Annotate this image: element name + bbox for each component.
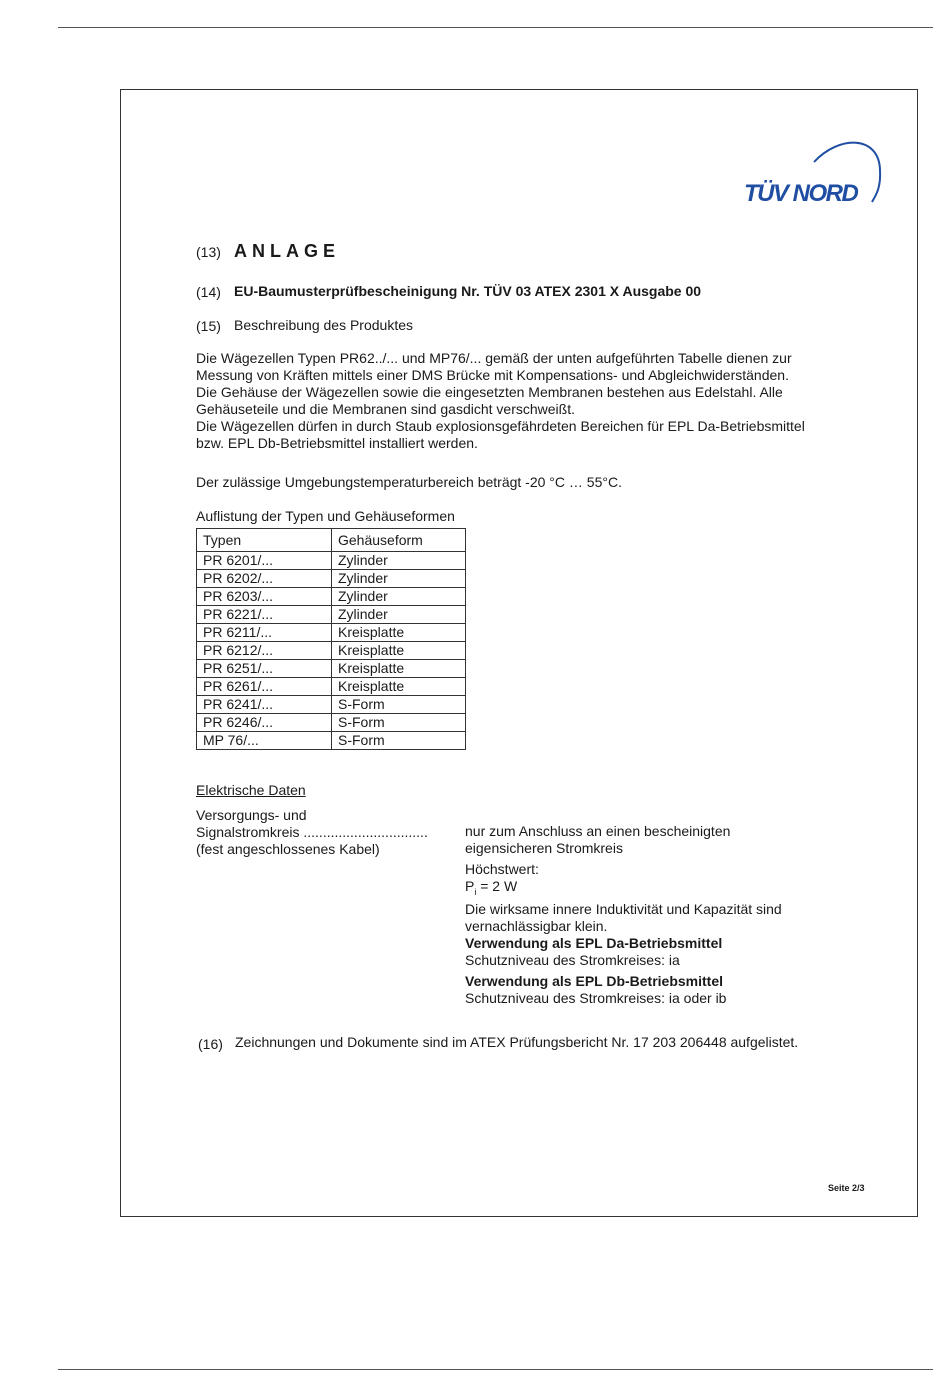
- type-cell: PR 6251/...: [197, 660, 332, 678]
- type-cell: PR 6211/...: [197, 624, 332, 642]
- max-value-label: Höchstwert:: [465, 861, 539, 877]
- table-row: [197, 714, 466, 732]
- certificate-page: [120, 89, 918, 1217]
- table-row: [197, 624, 466, 642]
- connection-requirement: eigensicheren Stromkreis: [465, 840, 623, 856]
- types-table: [196, 528, 466, 750]
- electrical-heading: Elektrische Daten: [196, 782, 306, 798]
- power-value: [465, 878, 782, 901]
- table-row: [197, 570, 466, 588]
- electrical-left-column: [196, 807, 428, 858]
- section-14-title: EU-Baumusterprüfbescheinigung Nr. TÜV 03 ATEX 2301 X Ausgabe 00: [234, 283, 702, 299]
- power-symbol: P: [465, 878, 475, 894]
- table-row: [197, 660, 466, 678]
- description-line: Die Wägezellen Typen PR62../... und MP76/... gemäß der unten aufgeführten Tabelle dienen zur: [196, 350, 792, 366]
- housing-cell: Zylinder: [332, 588, 466, 606]
- power-subscript: i: [474, 886, 477, 897]
- housing-cell: Kreisplatte: [332, 642, 466, 660]
- table-row: [197, 732, 466, 750]
- section-16-text: Zeichnungen und Dokumente sind im ATEX Prüfungsbericht Nr. 17 203 206448 aufgelistet.: [235, 1034, 799, 1050]
- housing-cell: S-Form: [332, 696, 466, 714]
- table-row: [197, 552, 466, 570]
- type-cell: PR 6246/...: [197, 714, 332, 732]
- housing-cell: Kreisplatte: [332, 660, 466, 678]
- section-13-title: ANLAGE: [234, 241, 340, 261]
- table-row: [197, 588, 466, 606]
- description-line: Die Gehäuse der Wägezellen sowie die eingesetzten Membranen bestehen aus Edelstahl. Alle: [196, 384, 783, 400]
- housing-cell: S-Form: [332, 714, 466, 732]
- type-cell: PR 6241/...: [197, 696, 332, 714]
- section-15-number: (15): [196, 318, 221, 334]
- table-row: [197, 642, 466, 660]
- tuv-nord-logo: [744, 140, 884, 210]
- electrical-left-line: Signalstromkreis ................................: [196, 824, 428, 840]
- housing-cell: Zylinder: [332, 570, 466, 588]
- housing-cell: Zylinder: [332, 606, 466, 624]
- epl-da-title: Verwendung als EPL Da-Betriebsmittel: [465, 934, 723, 951]
- epl-da-protection: Schutzniveau des Stromkreises: ia: [465, 951, 680, 968]
- type-cell: MP 76/...: [197, 732, 332, 750]
- type-cell: PR 6261/...: [197, 678, 332, 696]
- description-line: Gehäuseteile und die Membranen sind gasdicht verschweißt.: [196, 401, 575, 417]
- description-line: bzw. EPL Db-Betriebsmittel installiert werden.: [196, 435, 478, 451]
- connection-requirement: nur zum Anschluss an einen bescheinigten: [465, 823, 731, 839]
- electrical-left-line: Versorgungs- und: [196, 807, 307, 823]
- header-typen: Typen: [197, 529, 332, 552]
- inductance-note: Die wirksame innere Induktivität und Kapazität sind: [465, 900, 782, 917]
- type-cell: PR 6201/...: [197, 552, 332, 570]
- footer-rule: [58, 1369, 933, 1370]
- table-row: [197, 606, 466, 624]
- section-13-number: (13): [196, 244, 221, 260]
- electrical-left-line: (fest angeschlossenes Kabel): [196, 841, 380, 857]
- section-16-number: (16): [198, 1036, 223, 1052]
- housing-cell: S-Form: [332, 732, 466, 750]
- logo-text: TÜV NORD: [744, 180, 858, 207]
- section-15-title: Beschreibung des Produktes: [234, 317, 413, 333]
- header-gehaeuseform: Gehäuseform: [332, 529, 466, 552]
- electrical-right-column: [465, 823, 782, 1007]
- description-line: Messung von Kräften mittels einer DMS Brücke mit Kompensations- und Abgleichwiderständen.: [196, 367, 789, 383]
- section-14-number: (14): [196, 284, 221, 300]
- power-amount: = 2 W: [476, 878, 518, 894]
- epl-db-title: Verwendung als EPL Db-Betriebsmittel: [465, 972, 724, 989]
- description-line: Die Wägezellen dürfen in durch Staub explosionsgefährdeten Bereichen für EPL Da-Betriebsmittel: [196, 418, 805, 434]
- type-cell: PR 6212/...: [197, 642, 332, 660]
- header-rule: [58, 27, 933, 28]
- table-header-row: [197, 529, 466, 552]
- table-row: [197, 678, 466, 696]
- page-number: Seite 2/3: [828, 1183, 865, 1193]
- epl-db-protection: Schutzniveau des Stromkreises: ia oder ib: [465, 989, 727, 1006]
- product-description: [196, 350, 805, 452]
- table-row: [197, 696, 466, 714]
- type-cell: PR 6203/...: [197, 588, 332, 606]
- inductance-note: vernachlässigbar klein.: [465, 917, 608, 934]
- temperature-range: Der zulässige Umgebungstemperaturbereich beträgt -20 °C … 55°C.: [196, 474, 622, 490]
- housing-cell: Kreisplatte: [332, 678, 466, 696]
- type-cell: PR 6202/...: [197, 570, 332, 588]
- table-caption: Auflistung der Typen und Gehäuseformen: [196, 508, 455, 524]
- type-cell: PR 6221/...: [197, 606, 332, 624]
- housing-cell: Zylinder: [332, 552, 466, 570]
- housing-cell: Kreisplatte: [332, 624, 466, 642]
